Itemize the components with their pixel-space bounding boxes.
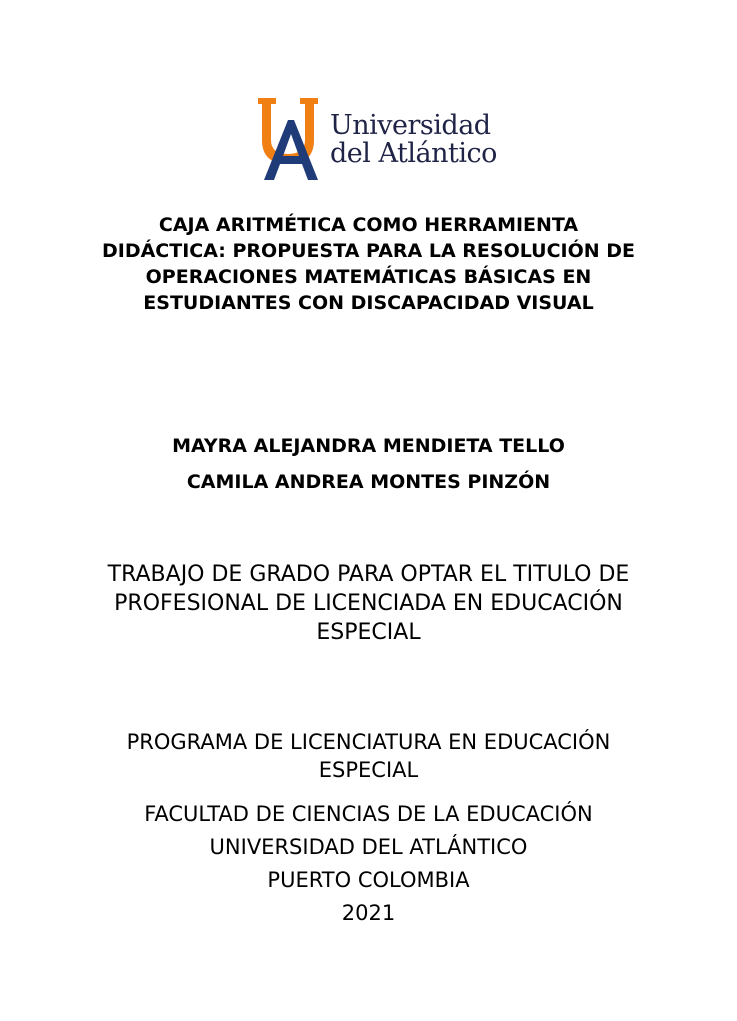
program-line: PROGRAMA DE LICENCIATURA EN EDUCACIÓN — [126, 730, 611, 754]
logo-text-universidad: Universidad — [330, 110, 491, 141]
author-name: CAMILA ANDREA MONTES PINZÓN — [186, 471, 551, 493]
degree-line: TRABAJO DE GRADO PARA OPTAR EL TITULO DE — [107, 562, 630, 587]
degree-line: PROFESIONAL DE LICENCIADA EN EDUCACIÓN — [114, 591, 623, 616]
program-line: ESPECIAL — [318, 758, 419, 782]
authors — [0, 428, 737, 500]
logo-text-del-atlantico: del Atlántico — [330, 138, 497, 169]
institution-info — [0, 798, 737, 930]
title-line: DIDÁCTICA: PROPUESTA PARA LA RESOLUCIÓN DE — [101, 240, 636, 262]
university-name: UNIVERSIDAD DEL ATLÁNTICO — [209, 835, 528, 859]
year: 2021 — [341, 901, 396, 925]
faculty-name: FACULTAD DE CIENCIAS DE LA EDUCACIÓN — [144, 802, 593, 826]
program-name — [0, 728, 737, 784]
title-line: OPERACIONES MATEMÁTICAS BÁSICAS EN — [145, 266, 592, 288]
degree-line: ESPECIAL — [316, 620, 421, 645]
degree-statement — [0, 560, 737, 647]
title-line: CAJA ARITMÉTICA COMO HERRAMIENTA — [158, 214, 579, 236]
author-name: MAYRA ALEJANDRA MENDIETA TELLO — [172, 435, 565, 457]
ua-monogram-icon — [254, 96, 326, 182]
thesis-title — [0, 212, 737, 316]
title-line: ESTUDIANTES CON DISCAPACIDAD VISUAL — [143, 292, 594, 314]
university-logo — [254, 96, 497, 182]
city-name: PUERTO COLOMBIA — [267, 868, 470, 892]
